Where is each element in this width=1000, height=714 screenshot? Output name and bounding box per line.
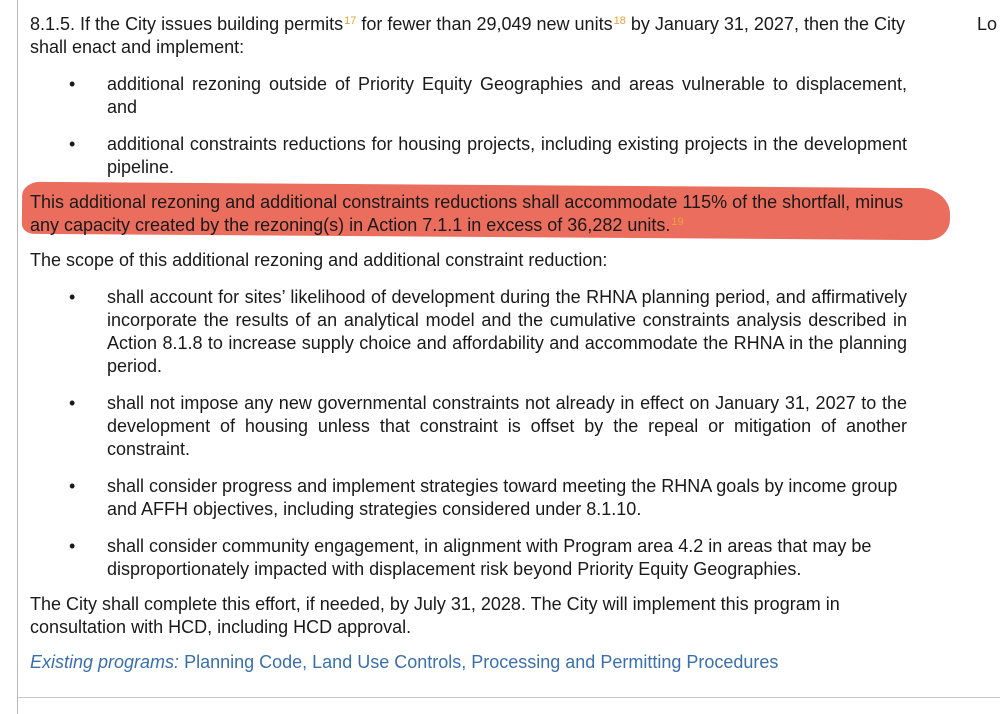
highlight-sentence: This additional rezoning and additional constraints reductions shall accommodate 115% of the shortfall, minus any capacity created by the rezoning(s) in Action 7.1.1 in excess of 36,282 units. <box>30 192 904 235</box>
intro-text-c: by January 31, 2027, then the City shall enact and implement: <box>30 14 906 57</box>
document-body <box>30 13 907 674</box>
footnote-ref-19[interactable]: 19 <box>671 216 684 228</box>
list-item <box>30 535 907 581</box>
bullet-glyph: • <box>69 476 76 496</box>
list-item <box>30 392 907 461</box>
intro-text-b: for fewer than 29,049 new units <box>356 14 613 34</box>
scope-intro: The scope of this additional rezoning and additional constraint reduction: <box>30 250 608 270</box>
bullet-list-scope <box>30 286 907 581</box>
list-item <box>30 73 907 119</box>
bullet-glyph: • <box>69 134 76 154</box>
page-bottom-border <box>17 697 1000 698</box>
closing-paragraph: The City shall complete this effort, if needed, by July 31, 2028. The City will implement this program in consultation with HCD, including HCD approval. <box>30 594 840 637</box>
highlight-text <box>30 191 907 237</box>
adjacent-column-text: Lo <box>977 14 998 34</box>
section-intro <box>30 13 907 59</box>
bullet-glyph: • <box>69 287 76 307</box>
list-item-text: shall consider community engagement, in alignment with Program area 4.2 in areas that may be disproportionately impacted with displacement risk beyond Priority Equity Geographies. <box>107 536 872 579</box>
list-item-text: shall not impose any new governmental constraints not already in effect on January 31, 2027 to the development of housing unless that constraint is offset by the repeal or mitigation of another constraint. <box>107 393 907 459</box>
bullet-glyph: • <box>69 536 76 556</box>
existing-programs-link[interactable]: Planning Code, Land Use Controls, Processing and Permitting Procedures <box>179 652 779 672</box>
list-item <box>30 133 907 179</box>
list-item-text: additional rezoning outside of Priority Equity Geographies and areas vulnerable to displacement, and <box>107 74 907 117</box>
list-item-text: shall consider progress and implement strategies toward meeting the RHNA goals by income group and AFFH objectives, including strategies considered under 8.1.10. <box>107 476 898 519</box>
bullet-glyph: • <box>69 74 76 94</box>
existing-programs-line <box>30 651 907 674</box>
footnote-ref-18[interactable]: 18 <box>613 15 626 27</box>
list-item <box>30 475 907 521</box>
intro-text-a: 8.1.5. If the City issues building permits <box>30 14 344 34</box>
highlighted-paragraph <box>30 191 907 237</box>
list-item-text: additional constraints reductions for housing projects, including existing projects in the development pipeline. <box>107 134 907 177</box>
bullet-list-actions <box>30 73 907 179</box>
list-item <box>30 286 907 378</box>
list-item-text: shall account for sites’ likelihood of development during the RHNA planning period, and affirmatively incorporate the results of an analytical model and the cumulative constraints analysis described in Action 8.1.8 to increase supply choice and affordability and accommodate the RHNA in the planning period. <box>107 287 907 376</box>
existing-programs-label: Existing programs: <box>30 652 180 672</box>
footnote-ref-17[interactable]: 17 <box>344 15 357 27</box>
bullet-glyph: • <box>69 393 76 413</box>
page-left-border <box>17 0 18 714</box>
